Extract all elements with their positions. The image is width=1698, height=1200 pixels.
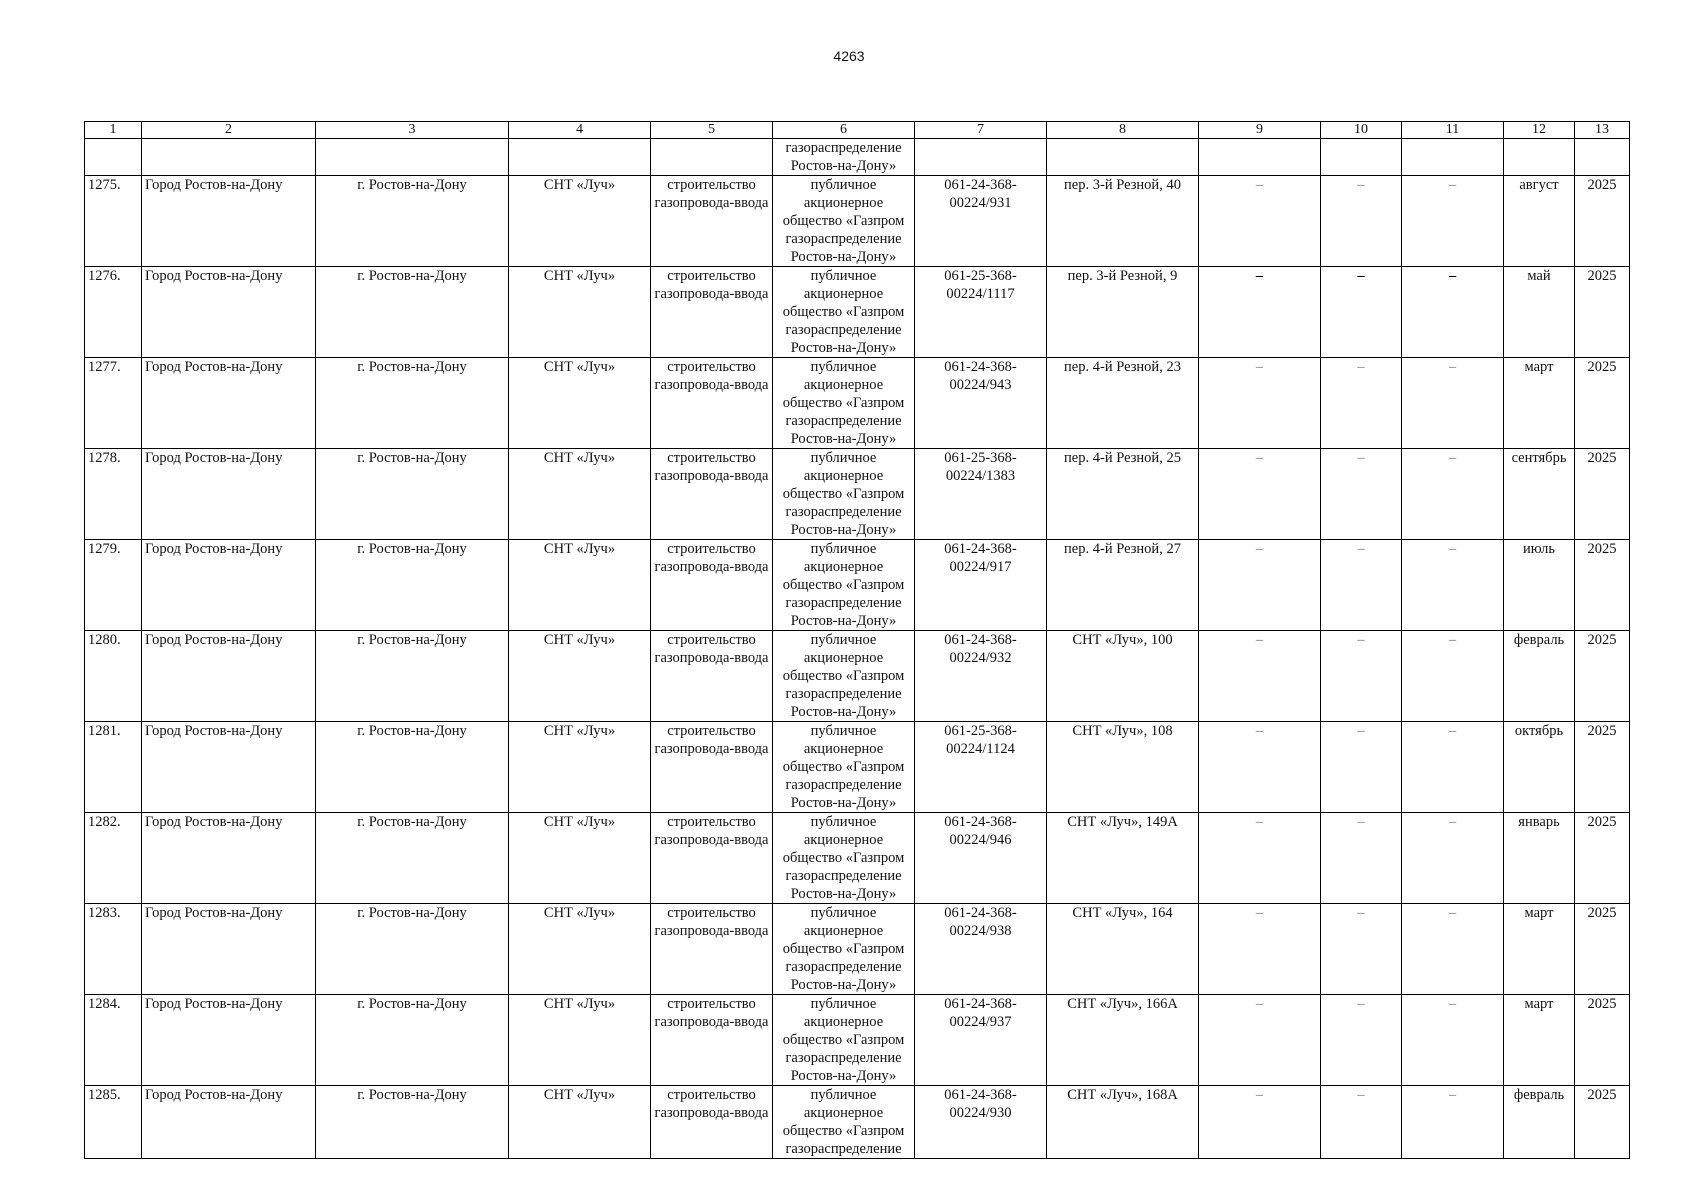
month-cell: май [1504, 267, 1575, 358]
municipality-cell: Город Ростов-на-Дону [142, 631, 316, 722]
code-cell: 061-24-368-00224/943 [915, 358, 1047, 449]
object-cell: СНТ «Луч» [509, 358, 651, 449]
column-9-cell: – [1199, 904, 1321, 995]
owner-cell: публичное акционерное общество «Газпром газораспределение [773, 1086, 915, 1159]
year-cell: 2025 [1575, 813, 1630, 904]
month-cell: февраль [1504, 1086, 1575, 1159]
column-10-cell: – [1321, 176, 1402, 267]
year-cell: 2025 [1575, 1086, 1630, 1159]
column-number: 6 [773, 122, 915, 139]
work-type-cell: строительство газопровода-ввода [651, 267, 773, 358]
year-cell: 2025 [1575, 449, 1630, 540]
column-number-row [85, 122, 1630, 139]
table-row [85, 995, 1630, 1086]
column-10-cell: – [1321, 1086, 1402, 1159]
settlement-cell: г. Ростов-на-Дону [316, 813, 509, 904]
year-cell: 2025 [1575, 267, 1630, 358]
column-10-cell: – [1321, 995, 1402, 1086]
column-11-cell: – [1402, 631, 1504, 722]
settlement-cell: г. Ростов-на-Дону [316, 176, 509, 267]
code-cell: 061-25-368-00224/1383 [915, 449, 1047, 540]
column-9-cell: – [1199, 995, 1321, 1086]
column-9-cell: – [1199, 722, 1321, 813]
column-number: 13 [1575, 122, 1630, 139]
settlement-cell: г. Ростов-на-Дону [316, 631, 509, 722]
object-cell: СНТ «Луч» [509, 813, 651, 904]
row-number: 1281. [85, 722, 142, 813]
code-cell: 061-24-368-00224/937 [915, 995, 1047, 1086]
row-number: 1280. [85, 631, 142, 722]
code-cell: 061-24-368-00224/931 [915, 176, 1047, 267]
column-9-cell: – [1199, 267, 1321, 358]
column-9-cell: – [1199, 813, 1321, 904]
table-row [85, 176, 1630, 267]
month-cell: сентябрь [1504, 449, 1575, 540]
table-row [85, 631, 1630, 722]
settlement-cell: г. Ростов-на-Дону [316, 722, 509, 813]
column-9-cell: – [1199, 358, 1321, 449]
address-cell: пер. 3-й Резной, 40 [1047, 176, 1199, 267]
code-cell: 061-25-368-00224/1117 [915, 267, 1047, 358]
column-9-cell: – [1199, 176, 1321, 267]
settlement-cell: г. Ростов-на-Дону [316, 267, 509, 358]
column-10-cell: – [1321, 449, 1402, 540]
column-number: 5 [651, 122, 773, 139]
year-cell: 2025 [1575, 995, 1630, 1086]
municipality-cell: Город Ростов-на-Дону [142, 540, 316, 631]
municipality-cell: Город Ростов-на-Дону [142, 449, 316, 540]
table-row [85, 722, 1630, 813]
owner-cell: публичное акционерное общество «Газпром газораспределение Ростов-на-Дону» [773, 995, 915, 1086]
month-cell: март [1504, 358, 1575, 449]
code-cell: 061-24-368-00224/930 [915, 1086, 1047, 1159]
month-cell: март [1504, 995, 1575, 1086]
work-type-cell: строительство газопровода-ввода [651, 995, 773, 1086]
column-number: 2 [142, 122, 316, 139]
column-11-cell: – [1402, 540, 1504, 631]
year-cell: 2025 [1575, 904, 1630, 995]
address-cell: СНТ «Луч», 100 [1047, 631, 1199, 722]
settlement-cell: г. Ростов-на-Дону [316, 540, 509, 631]
owner-cell: газораспределение Ростов-на-Дону» [773, 139, 915, 176]
continuation-row [85, 139, 1630, 176]
column-11-cell: – [1402, 813, 1504, 904]
owner-cell: публичное акционерное общество «Газпром газораспределение Ростов-на-Дону» [773, 176, 915, 267]
address-cell: СНТ «Луч», 166А [1047, 995, 1199, 1086]
work-type-cell: строительство газопровода-ввода [651, 1086, 773, 1159]
object-cell: СНТ «Луч» [509, 267, 651, 358]
year-cell: 2025 [1575, 358, 1630, 449]
column-10-cell: – [1321, 722, 1402, 813]
row-number: 1278. [85, 449, 142, 540]
column-10-cell: – [1321, 631, 1402, 722]
year-cell: 2025 [1575, 176, 1630, 267]
address-cell: СНТ «Луч», 168А [1047, 1086, 1199, 1159]
table-row [85, 540, 1630, 631]
column-10-cell: – [1321, 267, 1402, 358]
object-cell: СНТ «Луч» [509, 995, 651, 1086]
table-row [85, 1086, 1630, 1159]
column-11-cell: – [1402, 722, 1504, 813]
column-11-cell: – [1402, 358, 1504, 449]
row-number: 1283. [85, 904, 142, 995]
municipality-cell: Город Ростов-на-Дону [142, 176, 316, 267]
column-number: 10 [1321, 122, 1402, 139]
owner-cell: публичное акционерное общество «Газпром газораспределение Ростов-на-Дону» [773, 540, 915, 631]
address-cell: СНТ «Луч», 149А [1047, 813, 1199, 904]
code-cell: 061-24-368-00224/938 [915, 904, 1047, 995]
object-cell: СНТ «Луч» [509, 722, 651, 813]
column-10-cell: – [1321, 813, 1402, 904]
object-cell: СНТ «Луч» [509, 1086, 651, 1159]
code-cell: 061-25-368-00224/1124 [915, 722, 1047, 813]
row-number: 1277. [85, 358, 142, 449]
address-cell: пер. 4-й Резной, 25 [1047, 449, 1199, 540]
column-11-cell: – [1402, 267, 1504, 358]
column-11-cell: – [1402, 449, 1504, 540]
address-cell: пер. 4-й Резной, 23 [1047, 358, 1199, 449]
year-cell: 2025 [1575, 722, 1630, 813]
work-type-cell: строительство газопровода-ввода [651, 358, 773, 449]
owner-cell: публичное акционерное общество «Газпром газораспределение Ростов-на-Дону» [773, 449, 915, 540]
column-number: 3 [316, 122, 509, 139]
object-cell: СНТ «Луч» [509, 176, 651, 267]
object-cell: СНТ «Луч» [509, 449, 651, 540]
owner-cell: публичное акционерное общество «Газпром газораспределение Ростов-на-Дону» [773, 722, 915, 813]
row-number: 1282. [85, 813, 142, 904]
column-9-cell: – [1199, 631, 1321, 722]
object-cell: СНТ «Луч» [509, 540, 651, 631]
column-11-cell: – [1402, 176, 1504, 267]
owner-cell: публичное акционерное общество «Газпром газораспределение Ростов-на-Дону» [773, 631, 915, 722]
table-row [85, 449, 1630, 540]
municipality-cell: Город Ростов-на-Дону [142, 995, 316, 1086]
column-10-cell: – [1321, 358, 1402, 449]
municipality-cell: Город Ростов-на-Дону [142, 267, 316, 358]
row-number: 1276. [85, 267, 142, 358]
column-number: 4 [509, 122, 651, 139]
settlement-cell: г. Ростов-на-Дону [316, 358, 509, 449]
column-11-cell: – [1402, 1086, 1504, 1159]
owner-cell: публичное акционерное общество «Газпром газораспределение Ростов-на-Дону» [773, 267, 915, 358]
work-type-cell: строительство газопровода-ввода [651, 449, 773, 540]
column-9-cell: – [1199, 540, 1321, 631]
column-number: 1 [85, 122, 142, 139]
municipality-cell: Город Ростов-на-Дону [142, 722, 316, 813]
month-cell: март [1504, 904, 1575, 995]
month-cell: октябрь [1504, 722, 1575, 813]
row-number: 1275. [85, 176, 142, 267]
column-number: 8 [1047, 122, 1199, 139]
column-9-cell: – [1199, 449, 1321, 540]
settlement-cell: г. Ростов-на-Дону [316, 995, 509, 1086]
municipality-cell: Город Ростов-на-Дону [142, 358, 316, 449]
owner-cell: публичное акционерное общество «Газпром газораспределение Ростов-на-Дону» [773, 904, 915, 995]
address-cell: СНТ «Луч», 164 [1047, 904, 1199, 995]
column-number: 11 [1402, 122, 1504, 139]
object-cell: СНТ «Луч» [509, 631, 651, 722]
year-cell: 2025 [1575, 540, 1630, 631]
column-11-cell: – [1402, 995, 1504, 1086]
column-number: 9 [1199, 122, 1321, 139]
municipality-cell: Город Ростов-на-Дону [142, 813, 316, 904]
municipality-cell: Город Ростов-на-Дону [142, 904, 316, 995]
row-number: 1284. [85, 995, 142, 1086]
settlement-cell: г. Ростов-на-Дону [316, 904, 509, 995]
work-type-cell: строительство газопровода-ввода [651, 176, 773, 267]
row-number: 1285. [85, 1086, 142, 1159]
month-cell: август [1504, 176, 1575, 267]
work-type-cell: строительство газопровода-ввода [651, 540, 773, 631]
code-cell: 061-24-368-00224/917 [915, 540, 1047, 631]
column-number: 7 [915, 122, 1047, 139]
table-body [85, 176, 1630, 1159]
municipality-cell: Город Ростов-на-Дону [142, 1086, 316, 1159]
column-9-cell: – [1199, 1086, 1321, 1159]
column-10-cell: – [1321, 904, 1402, 995]
month-cell: июль [1504, 540, 1575, 631]
column-11-cell: – [1402, 904, 1504, 995]
row-number: 1279. [85, 540, 142, 631]
owner-cell: публичное акционерное общество «Газпром газораспределение Ростов-на-Дону» [773, 813, 915, 904]
year-cell: 2025 [1575, 631, 1630, 722]
address-cell: пер. 4-й Резной, 27 [1047, 540, 1199, 631]
table-row [85, 358, 1630, 449]
register-table [84, 121, 1630, 1159]
month-cell: январь [1504, 813, 1575, 904]
address-cell: пер. 3-й Резной, 9 [1047, 267, 1199, 358]
column-number: 12 [1504, 122, 1575, 139]
column-10-cell: – [1321, 540, 1402, 631]
work-type-cell: строительство газопровода-ввода [651, 631, 773, 722]
work-type-cell: строительство газопровода-ввода [651, 722, 773, 813]
object-cell: СНТ «Луч» [509, 904, 651, 995]
month-cell: февраль [1504, 631, 1575, 722]
code-cell: 061-24-368-00224/946 [915, 813, 1047, 904]
code-cell: 061-24-368-00224/932 [915, 631, 1047, 722]
address-cell: СНТ «Луч», 108 [1047, 722, 1199, 813]
settlement-cell: г. Ростов-на-Дону [316, 1086, 509, 1159]
owner-cell: публичное акционерное общество «Газпром газораспределение Ростов-на-Дону» [773, 358, 915, 449]
table-row [85, 904, 1630, 995]
table-row [85, 267, 1630, 358]
table-row [85, 813, 1630, 904]
settlement-cell: г. Ростов-на-Дону [316, 449, 509, 540]
work-type-cell: строительство газопровода-ввода [651, 813, 773, 904]
work-type-cell: строительство газопровода-ввода [651, 904, 773, 995]
page-number: 4263 [833, 48, 865, 64]
